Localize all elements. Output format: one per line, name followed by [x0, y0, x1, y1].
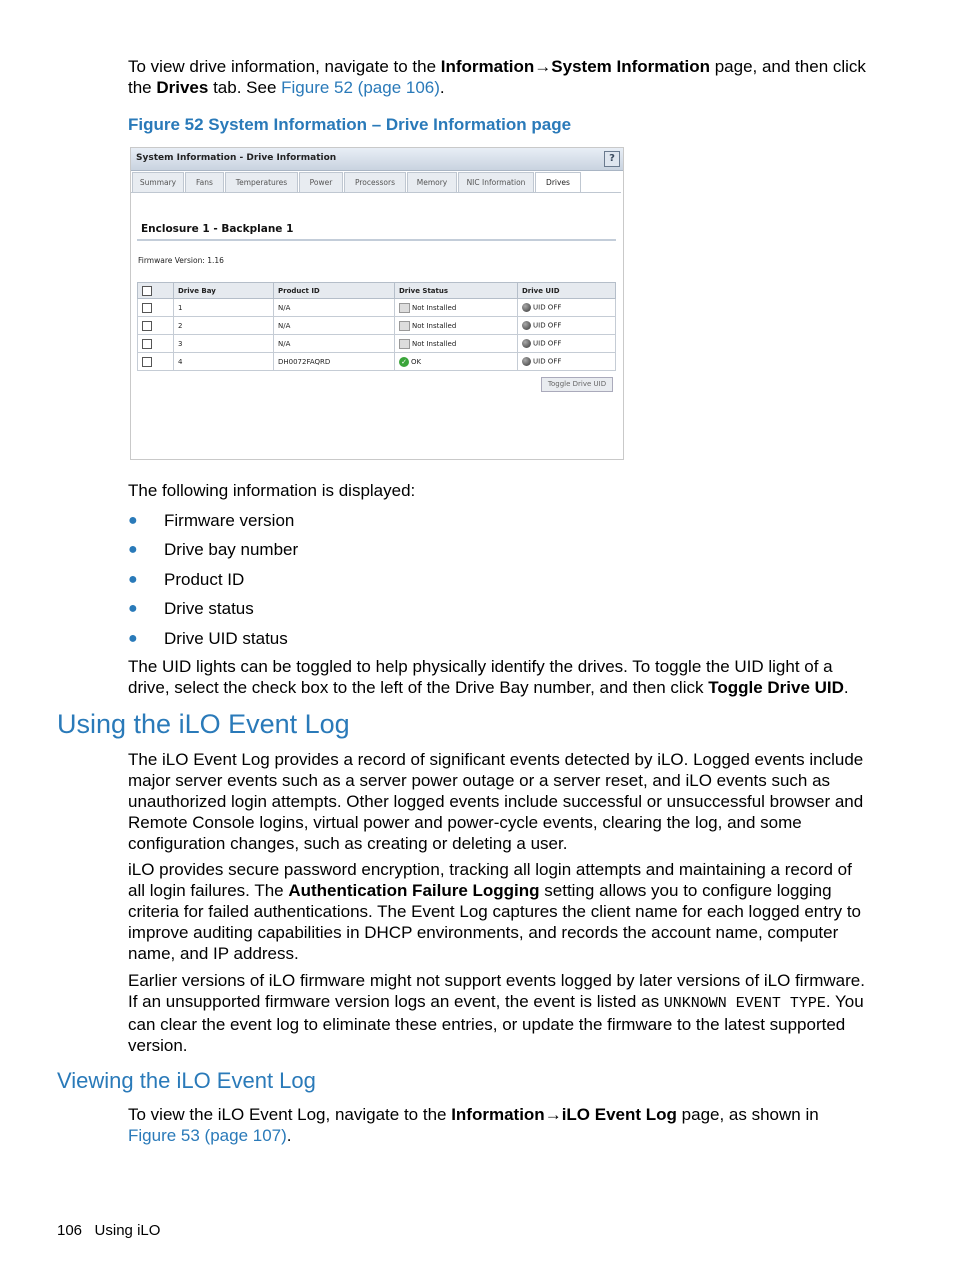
table-row	[138, 353, 616, 371]
drive-bay-cell: 1	[174, 299, 274, 317]
intro-paragraph: To view drive information, navigate to the Information→System Information page, and then click the Drives tab. See Figure 52 (page 106).	[128, 57, 866, 97]
view-event-log-paragraph: To view the iLO Event Log, navigate to the Information→iLO Event Log page, as shown in Figure 53 (page 107).	[128, 1105, 819, 1145]
uid-light-icon	[522, 339, 531, 348]
page-footer	[57, 1222, 160, 1239]
drive-uid-cell: UID OFF	[518, 299, 616, 317]
uid-paragraph: The UID lights can be toggled to help physically identify the drives. To toggle the UID light of a drive, select the check box to the left of the Drive Bay number, and then click Toggle Drive UID.	[128, 657, 849, 697]
bullet-icon: ●	[128, 541, 138, 558]
bullet-icon: ●	[128, 571, 138, 588]
uid-light-icon	[522, 303, 531, 312]
drive-status-cell: Not Installed	[395, 317, 518, 335]
tab-memory[interactable]: Memory	[407, 172, 457, 192]
drive-bay-cell: 4	[174, 353, 274, 371]
drive-uid-cell: UID OFF	[518, 353, 616, 371]
tab-nic-information[interactable]: NIC Information	[458, 172, 534, 192]
event-log-paragraph-2: iLO provides secure password encryption, tracking all login attempts and maintaining a record of all login failures. The Authentication Failure Logging setting allows you to configure logging criteria for failed authentications. The Event Log captures the client name for each logged entry to improve auditing capabilities in DHCP environments, and records the account name, computer name, and IP address.	[128, 860, 862, 963]
select-all-checkbox[interactable]	[142, 286, 152, 296]
col-drive-status: Drive Status	[395, 283, 518, 299]
firmware-version: Firmware Version: 1.16	[138, 256, 224, 265]
drive-bay-cell: 2	[174, 317, 274, 335]
event-log-paragraph-1: The iLO Event Log provides a record of significant events detected by iLO. Logged events include major server events such as a server power outage or a server reset, and iLO events such as unauthorized login attempts. Other logged events include successful or unsuccessful browser and Remote Console logins, virtual power and power-cycle events, clearing the log, and some configuration changes, such as creating or deleting a user.	[128, 750, 864, 853]
event-log-paragraph-3: Earlier versions of iLO firmware might not support events logged by later versions of iLO firmware. If an unsupported firmware version logs an event, the event is listed as UNKNOWN EVENT TYPE. You can clear the event log to eliminate these entries, or update the firmware to the latest supported version.	[128, 971, 865, 1055]
enclosure-heading: Enclosure 1 - Backplane 1	[141, 223, 294, 235]
not-installed-icon	[399, 303, 410, 313]
screenshot-title-bar	[131, 148, 623, 171]
col-drive-bay: Drive Bay	[174, 283, 274, 299]
following-info-text: The following information is displayed:	[128, 481, 416, 500]
table-header-row	[138, 283, 616, 299]
footer-section: Using iLO	[94, 1222, 161, 1239]
table-row	[138, 317, 616, 335]
tab-temperatures[interactable]: Temperatures	[225, 172, 298, 192]
product-id-cell: N/A	[274, 317, 395, 335]
page-number: 106	[57, 1222, 83, 1239]
drive-uid-cell: UID OFF	[518, 317, 616, 335]
table-row	[138, 299, 616, 317]
bullet-icon: ●	[128, 600, 138, 617]
ok-check-icon: ✓	[399, 357, 409, 367]
tab-bar	[131, 172, 623, 192]
not-installed-icon	[399, 321, 410, 331]
drive-status-cell: Not Installed	[395, 299, 518, 317]
bullet-icon: ●	[128, 630, 138, 647]
product-id-cell: N/A	[274, 299, 395, 317]
figure-53-link[interactable]: Figure 53 (page 107)	[128, 1126, 287, 1145]
select-all-header	[138, 283, 174, 299]
tab-drives[interactable]: Drives	[535, 172, 581, 193]
table-row	[138, 335, 616, 353]
figure-52-link[interactable]: Figure 52 (page 106)	[281, 78, 440, 97]
drive-uid-cell: UID OFF	[518, 335, 616, 353]
drives-panel	[131, 192, 621, 459]
uid-light-icon	[522, 357, 531, 366]
enclosure-divider	[137, 239, 616, 241]
screenshot-title: System Information - Drive Information	[136, 153, 337, 163]
row-checkbox[interactable]	[142, 357, 152, 367]
product-id-cell: DH0072FAQRD	[274, 353, 395, 371]
toggle-drive-uid-button[interactable]: Toggle Drive UID	[541, 377, 613, 392]
uid-light-icon	[522, 321, 531, 330]
tab-summary[interactable]: Summary	[132, 172, 184, 192]
drive-status-cell: ✓ OK	[395, 353, 518, 371]
row-checkbox[interactable]	[142, 321, 152, 331]
drives-table	[137, 282, 616, 371]
tab-processors[interactable]: Processors	[344, 172, 406, 192]
not-installed-icon	[399, 339, 410, 349]
row-checkbox[interactable]	[142, 303, 152, 313]
col-product-id: Product ID	[274, 283, 395, 299]
tab-power[interactable]: Power	[299, 172, 343, 192]
figure-caption: Figure 52 System Information – Drive Information page	[128, 115, 572, 134]
drive-status-cell: Not Installed	[395, 335, 518, 353]
col-drive-uid: Drive UID	[518, 283, 616, 299]
product-id-cell: N/A	[274, 335, 395, 353]
tab-fans[interactable]: Fans	[185, 172, 224, 192]
row-checkbox[interactable]	[142, 339, 152, 349]
subsection-heading: Viewing the iLO Event Log	[57, 1068, 316, 1093]
help-icon[interactable]: ?	[604, 151, 620, 167]
section-heading: Using the iLO Event Log	[57, 709, 350, 739]
drive-bay-cell: 3	[174, 335, 274, 353]
bullet-icon: ●	[128, 512, 138, 529]
drive-info-screenshot	[130, 147, 624, 460]
